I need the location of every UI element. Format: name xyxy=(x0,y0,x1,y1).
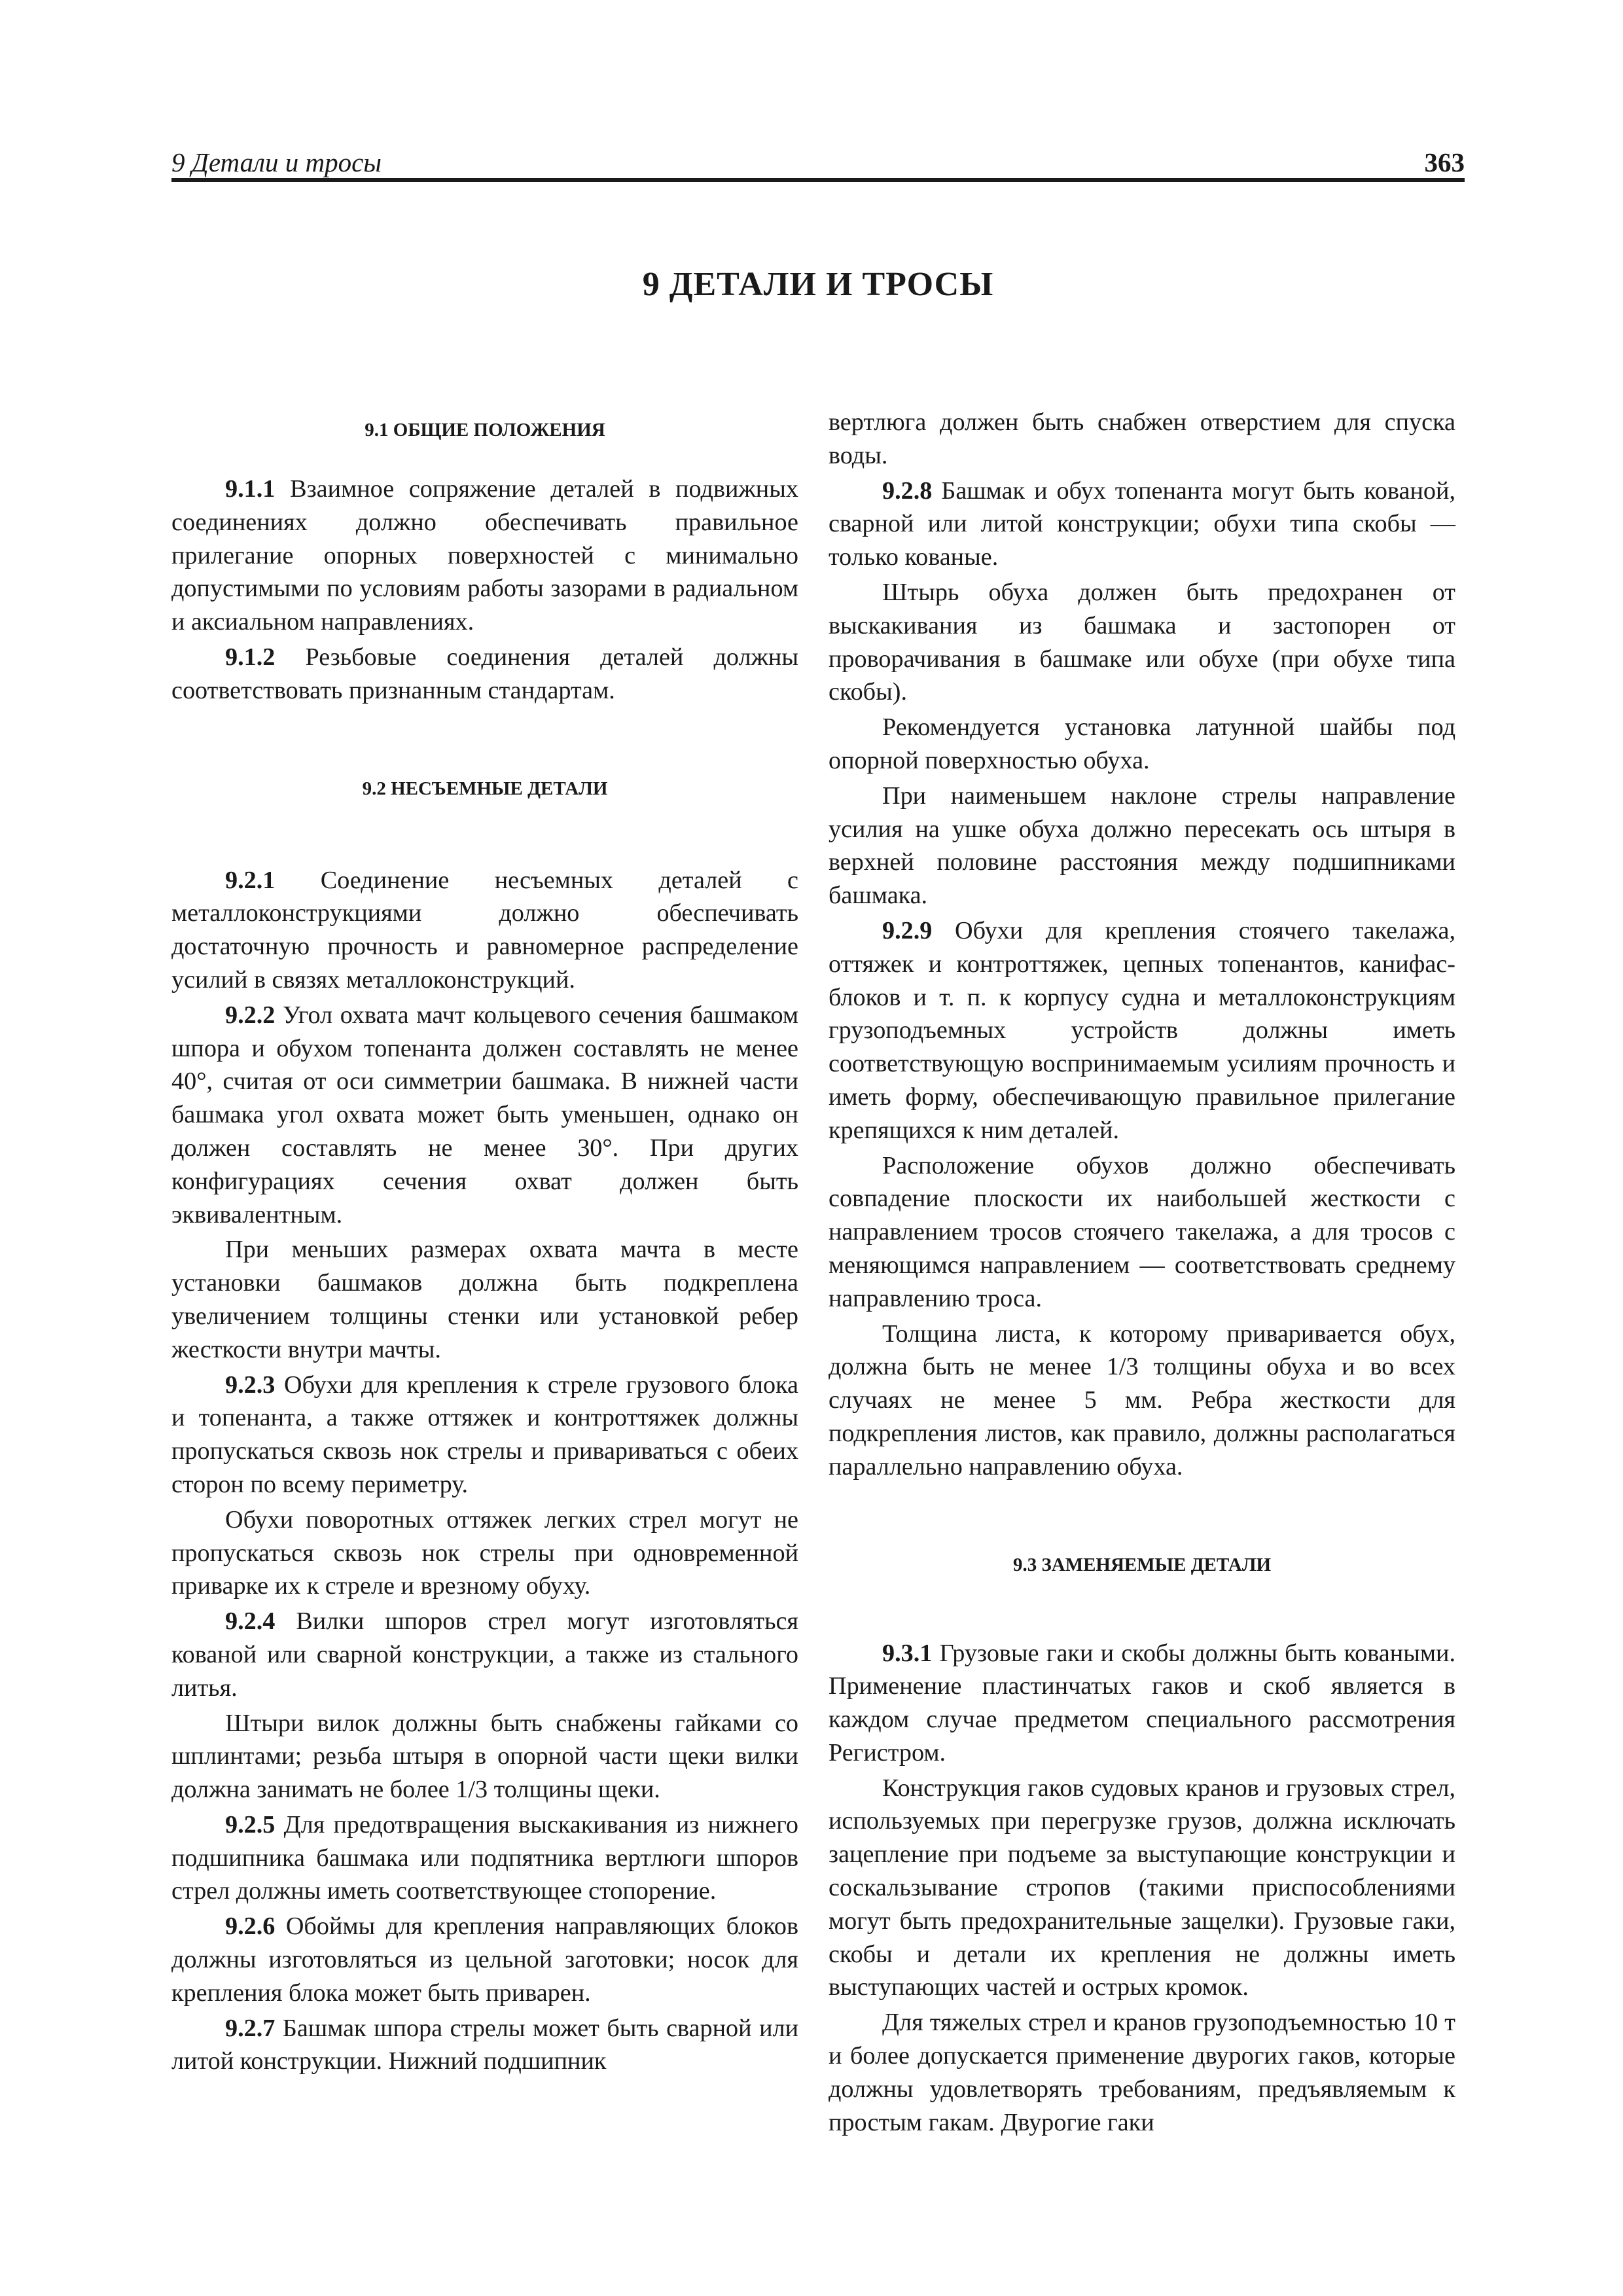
paragraph-9-2-5 xyxy=(171,1808,798,1908)
paragraph-text: Обухи для крепления к стреле грузового блока и топенанта, а также оттяжек и контроттяжек должны пропускаться сквозь нок стрелы и привариваться с обеих сторон по всему периметру. xyxy=(171,1371,798,1498)
paragraph-text: Взаимное сопряжение деталей в подвижных соединениях должно обеспечивать правильное прилегание опорных поверхностей с минимально допустимыми по условиям работы зазорами в радиальном и аксиальном направлениях. xyxy=(171,475,798,636)
clause-number: 9.2.3 xyxy=(225,1371,276,1399)
paragraph-9-3-1 xyxy=(829,1637,1455,1770)
clause-number: 9.2.7 xyxy=(225,2014,276,2042)
paragraph: Расположение обухов должно обеспечивать совпадение плоскости их наибольшей жесткости с направлением тросов стоячего такелажа, а для тросов с меняющимся направлением — соответствовать среднему направлению троса. xyxy=(829,1151,1455,1312)
running-header-section: 9 Детали и тросы xyxy=(171,147,382,177)
paragraph-9-2-3 xyxy=(171,1369,798,1501)
paragraph: Штыри вилок должны быть снабжены гайками со шплинтами; резьба штыря в опорной части щеки вилки должна занимать не более 1/3 толщины щеки. xyxy=(171,1709,798,1804)
paragraph: Рекомендуется установка латунной шайбы под опорной поверхностью обуха. xyxy=(829,713,1455,774)
paragraph-9-2-8 xyxy=(829,475,1455,574)
page-number: 363 xyxy=(1424,147,1465,177)
paragraph-text: Для предотвращения выскакивания из нижнего подшипника башмака или подпятника вертлюги шпоров стрел должны иметь соответствующее стопорение. xyxy=(171,1810,799,1905)
clause-number: 9.2.8 xyxy=(882,476,933,505)
clause-number: 9.2.9 xyxy=(882,916,933,944)
paragraph-text: Угол охвата мачт кольцевого сечения башмаком шпора и обухом топенанта должен составлять не менее 40°, считая от оси симметрии башмака. В нижней части башмака угол охвата может быть уменьшен, однако он должен составлять не менее 30°. При других конфигурациях сечения охват должен быть эквивалентным. xyxy=(171,1001,798,1229)
paragraph-text: Башмак и обух топенанта могут быть кованой, сварной или литой конструкции; обухи типа скобы — только кованые. xyxy=(829,476,1455,571)
paragraph-text: Обухи для крепления стоячего такелажа, оттяжек и контроттяжек, цепных топенантов, канифас-блоков и т. п. к корпусу судна и металлоконструкциям грузоподъемных устройств должны иметь соответствующую воспринимаемым усилиям прочность и иметь форму, обеспечивающую правильное прилегание крепящихся к ним деталей. xyxy=(829,916,1455,1144)
clause-number: 9.2.6 xyxy=(225,1912,276,1941)
paragraph-text: Обоймы для крепления направляющих блоков должны изготовляться из цельной заготовки; носок для крепления блока может быть приварен. xyxy=(171,1912,798,2007)
clause-number: 9.2.1 xyxy=(225,866,276,894)
paragraph-text: Грузовые гаки и скобы должны быть коваными. Применение пластинчатых гаков и скоб является в каждом случае предметом специального рассмотрения Регистром. xyxy=(829,1639,1455,1767)
chapter-title: 9 ДЕТАЛИ И ТРОСЫ xyxy=(642,266,994,303)
clause-number: 9.1.1 xyxy=(225,475,276,503)
paragraph: Обухи поворотных оттяжек легких стрел могут не пропускаться сквозь нок стрелы при одновременной приварке их к стреле и врезному обуху. xyxy=(171,1505,798,1600)
clause-number: 9.1.2 xyxy=(225,643,276,671)
paragraph: Штырь обуха должен быть предохранен от выскакивания из башмака и застопорен от проворачивания в башмаке или обухе (при обухе типа скобы). xyxy=(829,578,1455,706)
paragraph: При меньших размерах охвата мачта в месте установки башмаков должна быть подкреплена увеличением толщины стенки или установкой ребер жесткости внутри мачты. xyxy=(171,1236,798,1363)
clause-number: 9.2.5 xyxy=(225,1810,276,1839)
left-column xyxy=(171,406,798,2080)
paragraph-text: Вилки шпоров стрел могут изготовляться кованой или сварной конструкции, а также из стального литья. xyxy=(171,1607,798,1702)
right-column xyxy=(829,406,1455,2141)
paragraph-text: Резьбовые соединения деталей должны соответствовать признанным стандартам. xyxy=(171,643,798,704)
paragraph: При наименьшем наклоне стрелы направление усилия на ушке обуха должно пересекать ось штыря в верхней половине расстояния между подшипниками башмака. xyxy=(829,781,1455,910)
paragraph-continuation: вертлюга должен быть снабжен отверстием для спуска воды. xyxy=(829,408,1455,469)
clause-number: 9.3.1 xyxy=(882,1639,933,1667)
paragraph: Конструкция гаков судовых кранов и грузовых стрел, используемых при перегрузке грузов, должна исключать зацепление при подъеме за выступающие конструкции и соскальзывание стропов (такими приспособлениями могут быть предохранительные защелки). Грузовые гаки, скобы и детали их крепления не должны иметь выступающих частей и острых кромок. xyxy=(829,1774,1455,2001)
paragraph-text: Соединение несъемных деталей с металлоконструкциями должно обеспечивать достаточную прочность и равномерное распределение усилий в связях металлоконструкций. xyxy=(171,866,798,994)
paragraph-9-2-6 xyxy=(171,1910,798,2009)
header-rule xyxy=(171,178,1465,182)
clause-number: 9.2.4 xyxy=(225,1607,276,1636)
paragraph-9-2-9 xyxy=(829,914,1455,1147)
section-heading-9-1: 9.1 ОБЩИЕ ПОЛОЖЕНИЯ xyxy=(365,420,605,440)
paragraph-9-2-1 xyxy=(171,864,798,997)
paragraph: Толщина листа, к которому приваривается обух, должна быть не менее 1/3 толщины обуха и во всех случаях не менее 5 мм. Ребра жесткости для подкрепления листов, как правило, должны располагаться параллельно направлению обуха. xyxy=(829,1319,1455,1480)
section-heading-9-3: 9.3 ЗАМЕНЯЕМЫЕ ДЕТАЛИ xyxy=(1012,1554,1272,1575)
paragraph-9-2-4 xyxy=(171,1605,798,1704)
paragraph-9-1-2 xyxy=(171,641,798,708)
running-header xyxy=(171,145,1465,179)
paragraph-text: Башмак шпора стрелы может быть сварной или литой конструкции. Нижний подшипник xyxy=(171,2014,799,2075)
paragraph-9-2-7 xyxy=(171,2012,798,2079)
paragraph-9-2-2 xyxy=(171,999,798,1232)
section-heading-9-2: 9.2 НЕСЪЕМНЫЕ ДЕТАЛИ xyxy=(362,778,608,799)
paragraph: Для тяжелых стрел и кранов грузоподъемностью 10 т и более допускается применение двурогих гаков, которые должны удовлетворять требованиям, предъявляемым к простым гакам. Двурогие гаки xyxy=(829,2009,1455,2136)
clause-number: 9.2.2 xyxy=(225,1001,276,1029)
paragraph-9-1-1 xyxy=(171,473,798,639)
